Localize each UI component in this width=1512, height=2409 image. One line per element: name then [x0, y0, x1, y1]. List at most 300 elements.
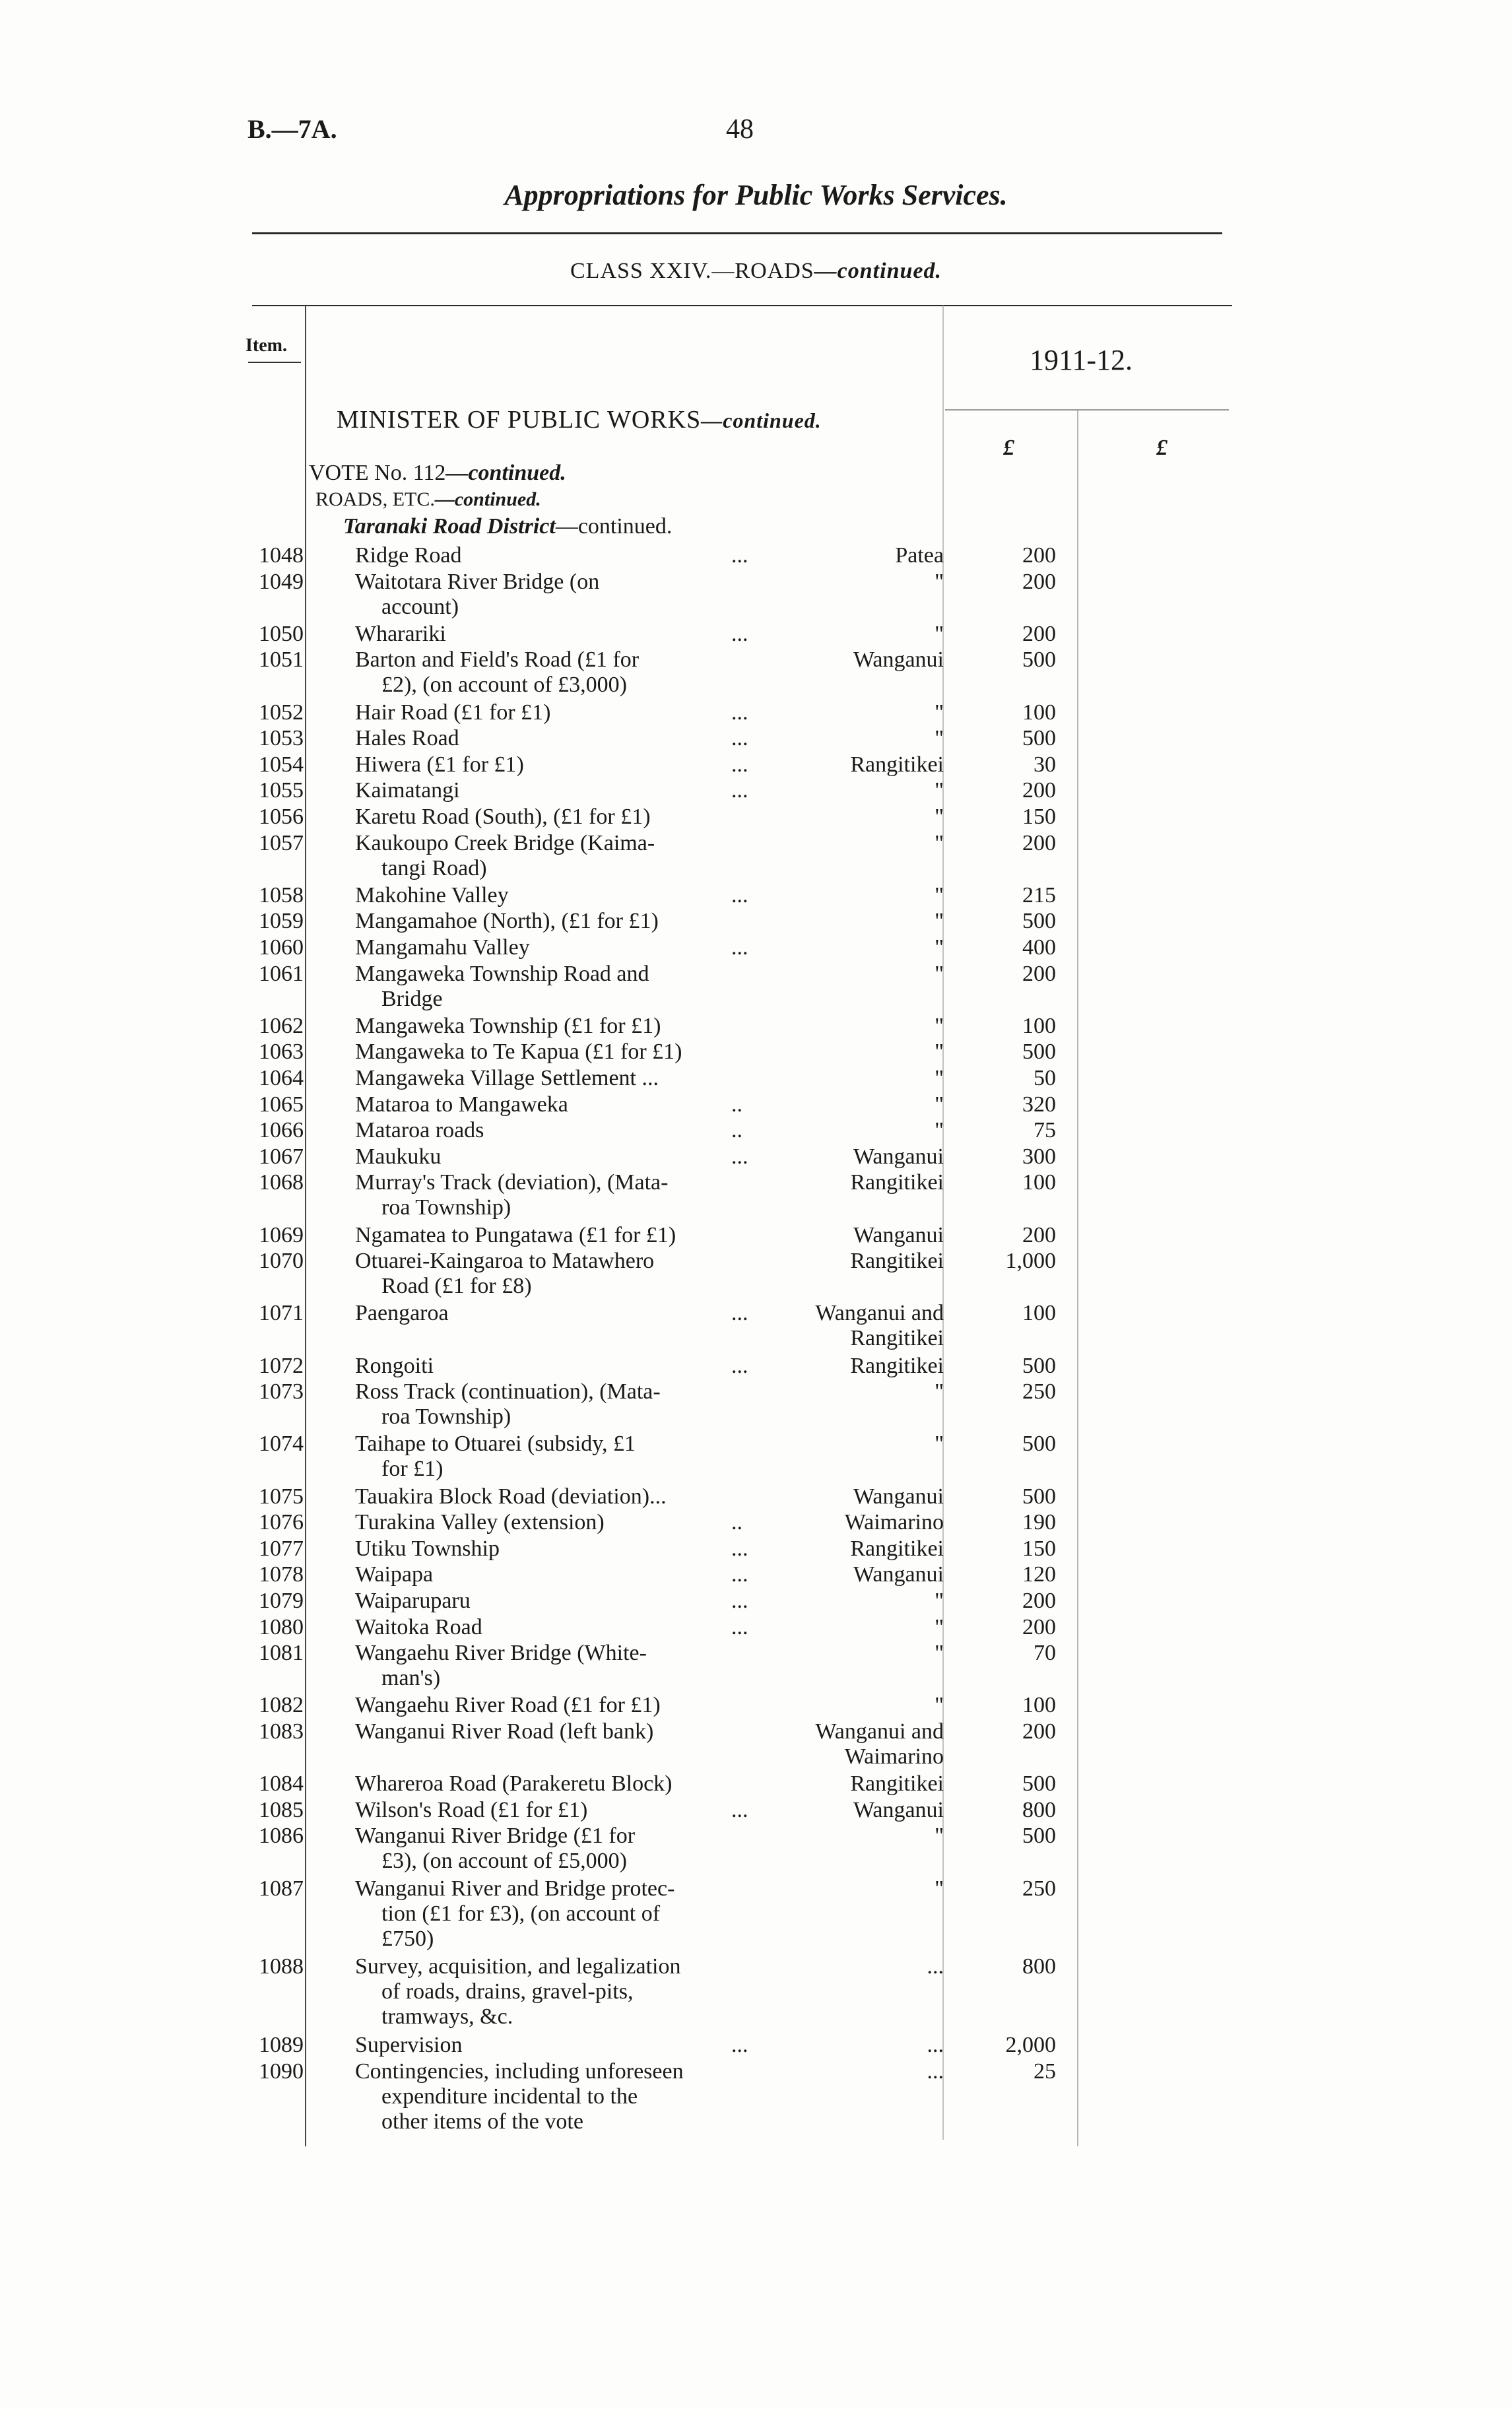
item-description-line: Rongoiti	[355, 1353, 434, 1378]
leader-dots: ...	[731, 543, 748, 568]
district-name-line: "	[935, 700, 944, 725]
item-description-line: Ridge Road	[355, 543, 462, 568]
district-heading	[343, 514, 672, 539]
item-description	[355, 1170, 758, 1220]
amount: 800	[1022, 1954, 1056, 1979]
item-description	[355, 935, 758, 960]
district-name	[752, 2059, 944, 2084]
district-name-line: "	[935, 778, 944, 803]
leader-dots: ...	[731, 1797, 748, 1822]
item-number: 1064	[259, 1066, 304, 1090]
district-name	[752, 647, 944, 673]
item-description	[355, 1249, 758, 1299]
currency-label-1: £	[1003, 436, 1014, 460]
district-name-line: ...	[927, 1954, 944, 1979]
item-number: 1078	[259, 1562, 304, 1587]
amount: 100	[1022, 1301, 1056, 1326]
item-description-line: Maukuku	[355, 1144, 442, 1169]
amount: 250	[1022, 1876, 1056, 1901]
item-description	[355, 1014, 758, 1039]
item-description	[355, 1432, 758, 1482]
leader-dots: ...	[731, 882, 748, 908]
item-description-line: Ngamatea to Pungatawa (£1 for £1)	[355, 1222, 676, 1247]
leader-dots: ...	[731, 1353, 748, 1378]
item-description-line: Waitoka Road	[355, 1614, 482, 1639]
document-code: B.—7A.	[247, 114, 337, 144]
district-name-line: "	[935, 621, 944, 646]
district-name	[752, 805, 944, 830]
item-number: 1080	[259, 1614, 304, 1639]
page-title: Appropriations for Public Works Services.	[504, 179, 1008, 211]
item-description	[355, 1876, 758, 1952]
item-description	[355, 1693, 758, 1718]
amount: 320	[1022, 1092, 1056, 1117]
district-name	[752, 1301, 944, 1351]
item-description	[355, 726, 758, 751]
district-name	[752, 1223, 944, 1248]
item-description-line: Mataroa to Mangaweka	[355, 1092, 568, 1117]
amount: 30	[1034, 752, 1056, 777]
item-description	[355, 622, 758, 647]
item-description-line: Mangaweka Township (£1 for £1)	[355, 1013, 661, 1038]
item-description	[355, 1379, 758, 1430]
item-number: 1062	[259, 1013, 304, 1038]
item-description-line: Wanganui River Road (left bank)	[355, 1719, 654, 1744]
district-name-line: Waimarino	[844, 1510, 944, 1535]
item-number: 1075	[259, 1484, 304, 1509]
item-number: 1071	[259, 1301, 304, 1326]
amount: 200	[1022, 569, 1056, 594]
item-description-continuation: other items of the vote	[381, 2109, 583, 2134]
district-name-line: Rangitikei	[850, 1170, 944, 1195]
amount: 500	[1022, 726, 1056, 751]
amount: 300	[1022, 1144, 1056, 1169]
item-description-continuation: of roads, drains, gravel-pits,	[381, 1979, 634, 2004]
item-description-line: Karetu Road (South), (£1 for £1)	[355, 805, 651, 829]
item-description-continuation: for £1)	[381, 1457, 444, 1482]
district-name	[752, 700, 944, 725]
item-description	[355, 1719, 758, 1744]
class-heading	[0, 259, 1512, 284]
district-name-line: "	[935, 830, 944, 855]
item-number: 1085	[259, 1797, 304, 1822]
item-description	[355, 543, 758, 568]
district-name-line: "	[935, 909, 944, 934]
amount: 120	[1022, 1562, 1056, 1587]
item-number: 1055	[259, 778, 304, 803]
district-name-line: Rangitikei	[850, 1536, 944, 1561]
item-number: 1050	[259, 621, 304, 646]
item-number: 1089	[259, 2033, 304, 2058]
item-description	[355, 1824, 758, 1874]
district-name-line: "	[935, 882, 944, 908]
district-name-line: Rangitikei	[850, 1771, 944, 1797]
item-description	[355, 1510, 758, 1535]
amount: 1,000	[1005, 1249, 1056, 1274]
item-description	[355, 1354, 758, 1379]
amount: 500	[1022, 1353, 1056, 1378]
district-name	[752, 1170, 944, 1195]
district-name-line: Wanganui	[853, 1144, 944, 1169]
item-description-continuation: roa Township)	[381, 1195, 511, 1220]
item-description-continuation: £750)	[381, 1926, 434, 1951]
district-heading-main: Taranaki Road District	[343, 514, 556, 539]
district-name-line: "	[935, 1379, 944, 1404]
district-name	[752, 962, 944, 987]
item-number: 1059	[259, 909, 304, 934]
amount: 150	[1022, 1536, 1056, 1561]
item-description-line: Mangaweka to Te Kapua (£1 for £1)	[355, 1040, 682, 1065]
amount: 500	[1022, 1484, 1056, 1509]
table-top-rule	[252, 305, 1232, 306]
district-name	[752, 570, 944, 595]
district-name	[752, 1379, 944, 1404]
amount: 100	[1022, 1170, 1056, 1195]
district-name	[752, 1092, 944, 1117]
item-description-continuation: expenditure incidental to the	[381, 2084, 638, 2109]
item-description	[355, 1066, 758, 1091]
district-name-line: "	[935, 1432, 944, 1457]
item-description	[355, 1615, 758, 1640]
item-number: 1052	[259, 700, 304, 725]
leader-dots: ...	[731, 726, 748, 751]
item-description	[355, 1040, 758, 1065]
item-description-line: Mangamahoe (North), (£1 for £1)	[355, 909, 659, 934]
item-description-continuation: £3), (on account of £5,000)	[381, 1849, 628, 1874]
district-name	[752, 1589, 944, 1614]
item-description-line: Contingencies, including unforeseen	[355, 2059, 684, 2084]
district-name-line: Wanganui and	[815, 1301, 944, 1326]
district-name-line: Waimarino	[844, 1744, 944, 1769]
amount: 500	[1022, 1771, 1056, 1797]
item-number: 1056	[259, 805, 304, 829]
district-name	[752, 1510, 944, 1535]
district-name-line: "	[935, 1876, 944, 1901]
district-name-line: "	[935, 569, 944, 594]
amount: 200	[1022, 961, 1056, 986]
amount: 500	[1022, 1824, 1056, 1849]
amount: 200	[1022, 830, 1056, 855]
leader-dots: ..	[731, 1092, 742, 1117]
district-name-line: Wanganui	[853, 1562, 944, 1587]
district-name-line: Rangitikei	[850, 1326, 944, 1351]
district-name	[752, 1562, 944, 1587]
item-description-line: Taihape to Otuarei (subsidy, £1	[355, 1432, 636, 1457]
leader-dots: ...	[731, 1614, 748, 1639]
district-name-line: "	[935, 935, 944, 960]
item-number: 1076	[259, 1510, 304, 1535]
vote-heading-cont: —continued.	[445, 461, 566, 485]
item-number: 1087	[259, 1876, 304, 1901]
district-name	[752, 726, 944, 751]
item-description	[355, 1301, 758, 1326]
item-description-line: Wangaehu River Bridge (White-	[355, 1641, 647, 1666]
leader-dots: ...	[731, 621, 748, 646]
amount: 200	[1022, 1719, 1056, 1744]
amount: 250	[1022, 1379, 1056, 1404]
amount: 150	[1022, 805, 1056, 829]
item-number: 1090	[259, 2059, 304, 2084]
item-description-line: Hair Road (£1 for £1)	[355, 700, 551, 725]
leader-dots: ...	[731, 1144, 748, 1169]
district-heading-cont: —continued.	[555, 514, 673, 539]
item-description	[355, 1954, 758, 2030]
district-name-line: "	[935, 805, 944, 829]
leader-dots: ...	[731, 778, 748, 803]
item-description	[355, 883, 758, 908]
item-number: 1060	[259, 935, 304, 960]
leader-dots: ...	[731, 1562, 748, 1587]
item-description	[355, 1798, 758, 1823]
item-number: 1070	[259, 1249, 304, 1274]
district-name	[752, 752, 944, 777]
item-description-continuation: man's)	[381, 1666, 441, 1691]
amount: 200	[1022, 621, 1056, 646]
district-name-line: Rangitikei	[850, 1353, 944, 1378]
leader-dots: ..	[731, 1510, 742, 1535]
item-description-line: Kaimatangi	[355, 778, 460, 803]
leader-dots: ...	[731, 1536, 748, 1561]
leader-dots: ...	[731, 700, 748, 725]
item-description-continuation: roa Township)	[381, 1404, 511, 1430]
leader-dots: ...	[731, 1301, 748, 1326]
district-name	[752, 1118, 944, 1143]
district-name	[752, 1484, 944, 1509]
vote-heading-main: VOTE No. 112	[309, 461, 446, 485]
item-description-line: Paengaroa	[355, 1301, 449, 1326]
item-description-continuation: tangi Road)	[381, 855, 487, 880]
item-description-line: Waitotara River Bridge (on	[355, 569, 600, 594]
item-description	[355, 1771, 758, 1797]
item-description	[355, 962, 758, 1012]
page-number: 48	[726, 114, 754, 145]
district-name	[752, 1249, 944, 1274]
item-description-line: Mangaweka Village Settlement ...	[355, 1066, 659, 1090]
district-name	[752, 1719, 944, 1769]
item-description-line: Ross Track (continuation), (Mata-	[355, 1379, 661, 1404]
class-heading-main: CLASS XXIV.—ROADS	[570, 259, 814, 283]
district-name-line: "	[935, 1092, 944, 1117]
item-description-line: Otuarei-Kaingaroa to Matawhero	[355, 1249, 655, 1274]
district-name-line: "	[935, 1066, 944, 1090]
amount: 50	[1034, 1066, 1056, 1090]
item-description-line: Hiwera (£1 for £1)	[355, 752, 524, 777]
item-description	[355, 831, 758, 881]
item-number: 1065	[259, 1092, 304, 1117]
district-name-line: Wanganui	[853, 1797, 944, 1822]
item-description	[355, 752, 758, 777]
item-description-line: Wanganui River Bridge (£1 for	[355, 1824, 636, 1849]
item-description	[355, 700, 758, 725]
amount: 200	[1022, 543, 1056, 568]
item-number: 1086	[259, 1824, 304, 1849]
item-description-continuation: account)	[381, 594, 459, 619]
roads-heading	[315, 488, 541, 511]
item-number: 1082	[259, 1693, 304, 1718]
year-column-header: 1911-12.	[1030, 344, 1133, 376]
district-name-line: Patea	[895, 543, 944, 568]
item-number: 1057	[259, 830, 304, 855]
district-name-line: Wanganui	[853, 1222, 944, 1247]
amount: 800	[1022, 1797, 1056, 1822]
amount: 70	[1034, 1641, 1056, 1666]
item-description	[355, 1562, 758, 1587]
item-description-line: Wilson's Road (£1 for £1)	[355, 1797, 588, 1822]
item-description-line: Tauakira Block Road (deviation)...	[355, 1484, 667, 1509]
district-name	[752, 1432, 944, 1457]
district-name-line: "	[935, 961, 944, 986]
item-description-line: Turakina Valley (extension)	[355, 1510, 605, 1535]
district-name-line: Wanganui and	[815, 1719, 944, 1744]
district-name-line: "	[935, 1824, 944, 1849]
district-name	[752, 1771, 944, 1797]
district-name-line: "	[935, 1118, 944, 1143]
item-description	[355, 570, 758, 620]
item-description	[355, 1641, 758, 1691]
item-description-line: Supervision	[355, 2033, 463, 2058]
district-name	[752, 778, 944, 803]
item-description	[355, 2033, 758, 2058]
item-description-continuation: Road (£1 for £8)	[381, 1274, 532, 1299]
item-description-line: Mangamahu Valley	[355, 935, 530, 960]
item-number: 1048	[259, 543, 304, 568]
district-name-line: ...	[927, 2033, 944, 2058]
minister-heading	[337, 405, 822, 434]
item-number: 1067	[259, 1144, 304, 1169]
item-number: 1072	[259, 1353, 304, 1378]
item-description	[355, 1536, 758, 1562]
item-number: 1069	[259, 1222, 304, 1247]
item-description-line: Survey, acquisition, and legalization	[355, 1954, 681, 1979]
item-description-line: Wangaehu River Road (£1 for £1)	[355, 1693, 661, 1718]
district-name	[752, 1615, 944, 1640]
item-description	[355, 778, 758, 803]
district-name	[752, 1693, 944, 1718]
amount: 100	[1022, 700, 1056, 725]
item-number: 1049	[259, 569, 304, 594]
leader-dots: ...	[731, 935, 748, 960]
district-name-line: Rangitikei	[850, 1249, 944, 1274]
item-description	[355, 909, 758, 934]
item-description-line: Makohine Valley	[355, 882, 509, 908]
district-name	[752, 1536, 944, 1562]
item-description-continuation: £2), (on account of £3,000)	[381, 673, 628, 698]
roads-heading-cont: —continued.	[434, 488, 541, 510]
roads-heading-main: ROADS, ETC.	[315, 488, 435, 510]
district-name	[752, 1641, 944, 1666]
item-description-line: Kaukoupo Creek Bridge (Kaima-	[355, 830, 655, 855]
district-name	[752, 543, 944, 568]
district-name	[752, 622, 944, 647]
item-number: 1088	[259, 1954, 304, 1979]
amount: 190	[1022, 1510, 1056, 1535]
district-name	[752, 1798, 944, 1823]
item-description	[355, 1589, 758, 1614]
item-description-line: Hales Road	[355, 726, 459, 751]
district-name-line: Wanganui	[853, 647, 944, 673]
district-name	[752, 909, 944, 934]
district-name-line: "	[935, 1013, 944, 1038]
item-description-line: Wharariki	[355, 621, 446, 646]
amount: 500	[1022, 1432, 1056, 1457]
currency-label-2: £	[1156, 436, 1167, 460]
amount: 200	[1022, 1589, 1056, 1613]
district-name	[752, 1354, 944, 1379]
district-name	[752, 1954, 944, 1979]
item-description-continuation: Bridge	[381, 986, 443, 1011]
item-description	[355, 1092, 758, 1117]
item-number: 1084	[259, 1771, 304, 1797]
district-name-line: ...	[927, 2059, 944, 2084]
item-description	[355, 647, 758, 698]
item-description	[355, 1223, 758, 1248]
district-name	[752, 1014, 944, 1039]
district-name-line: "	[935, 1589, 944, 1613]
district-name	[752, 2033, 944, 2058]
item-description-line: Wanganui River and Bridge protec-	[355, 1876, 675, 1901]
item-description-line: Waiparuparu	[355, 1589, 471, 1613]
item-number: 1074	[259, 1432, 304, 1457]
amount: 75	[1034, 1118, 1056, 1143]
amount: 200	[1022, 1614, 1056, 1639]
item-description-line: Mataroa roads	[355, 1118, 484, 1143]
leader-dots: ...	[731, 1589, 748, 1613]
item-number: 1061	[259, 961, 304, 986]
amount: 500	[1022, 909, 1056, 934]
item-description	[355, 1484, 758, 1509]
item-description-continuation: tramways, &c.	[381, 2004, 513, 2030]
district-name-line: Rangitikei	[850, 752, 944, 777]
class-heading-cont: —continued.	[814, 259, 942, 283]
minister-heading-cont: —continued.	[701, 409, 822, 432]
item-description	[355, 1144, 758, 1170]
item-column-divider	[305, 305, 306, 2146]
district-name	[752, 1876, 944, 1901]
item-number: 1053	[259, 726, 304, 751]
item-description-line: Murray's Track (deviation), (Mata-	[355, 1170, 669, 1195]
item-number: 1081	[259, 1641, 304, 1666]
district-name-line: "	[935, 1614, 944, 1639]
leader-dots: ...	[731, 2033, 748, 2058]
item-number: 1058	[259, 882, 304, 908]
district-name	[752, 935, 944, 960]
item-description	[355, 2059, 758, 2134]
district-name-line: "	[935, 726, 944, 751]
leader-dots: ...	[731, 752, 748, 777]
item-number: 1051	[259, 647, 304, 673]
item-number: 1079	[259, 1589, 304, 1613]
item-column-header: Item.	[246, 335, 287, 356]
item-description	[355, 1118, 758, 1143]
amount: 2,000	[1005, 2033, 1056, 2058]
district-name-line: "	[935, 1040, 944, 1065]
item-description-line: Waipapa	[355, 1562, 434, 1587]
item-description-line: Utiku Township	[355, 1536, 500, 1561]
minister-heading-main: MINISTER OF PUBLIC WORKS	[337, 406, 702, 434]
district-name	[752, 1144, 944, 1170]
item-number: 1054	[259, 752, 304, 777]
amount: 500	[1022, 1040, 1056, 1065]
district-name	[752, 1040, 944, 1065]
amount-column-divider	[1077, 411, 1078, 2146]
leader-dots: ..	[731, 1118, 742, 1143]
item-description	[355, 805, 758, 830]
item-header-underline	[248, 362, 301, 363]
item-number: 1063	[259, 1040, 304, 1065]
item-description-line: Mangaweka Township Road and	[355, 961, 649, 986]
amount: 200	[1022, 1222, 1056, 1247]
amount: 100	[1022, 1693, 1056, 1718]
